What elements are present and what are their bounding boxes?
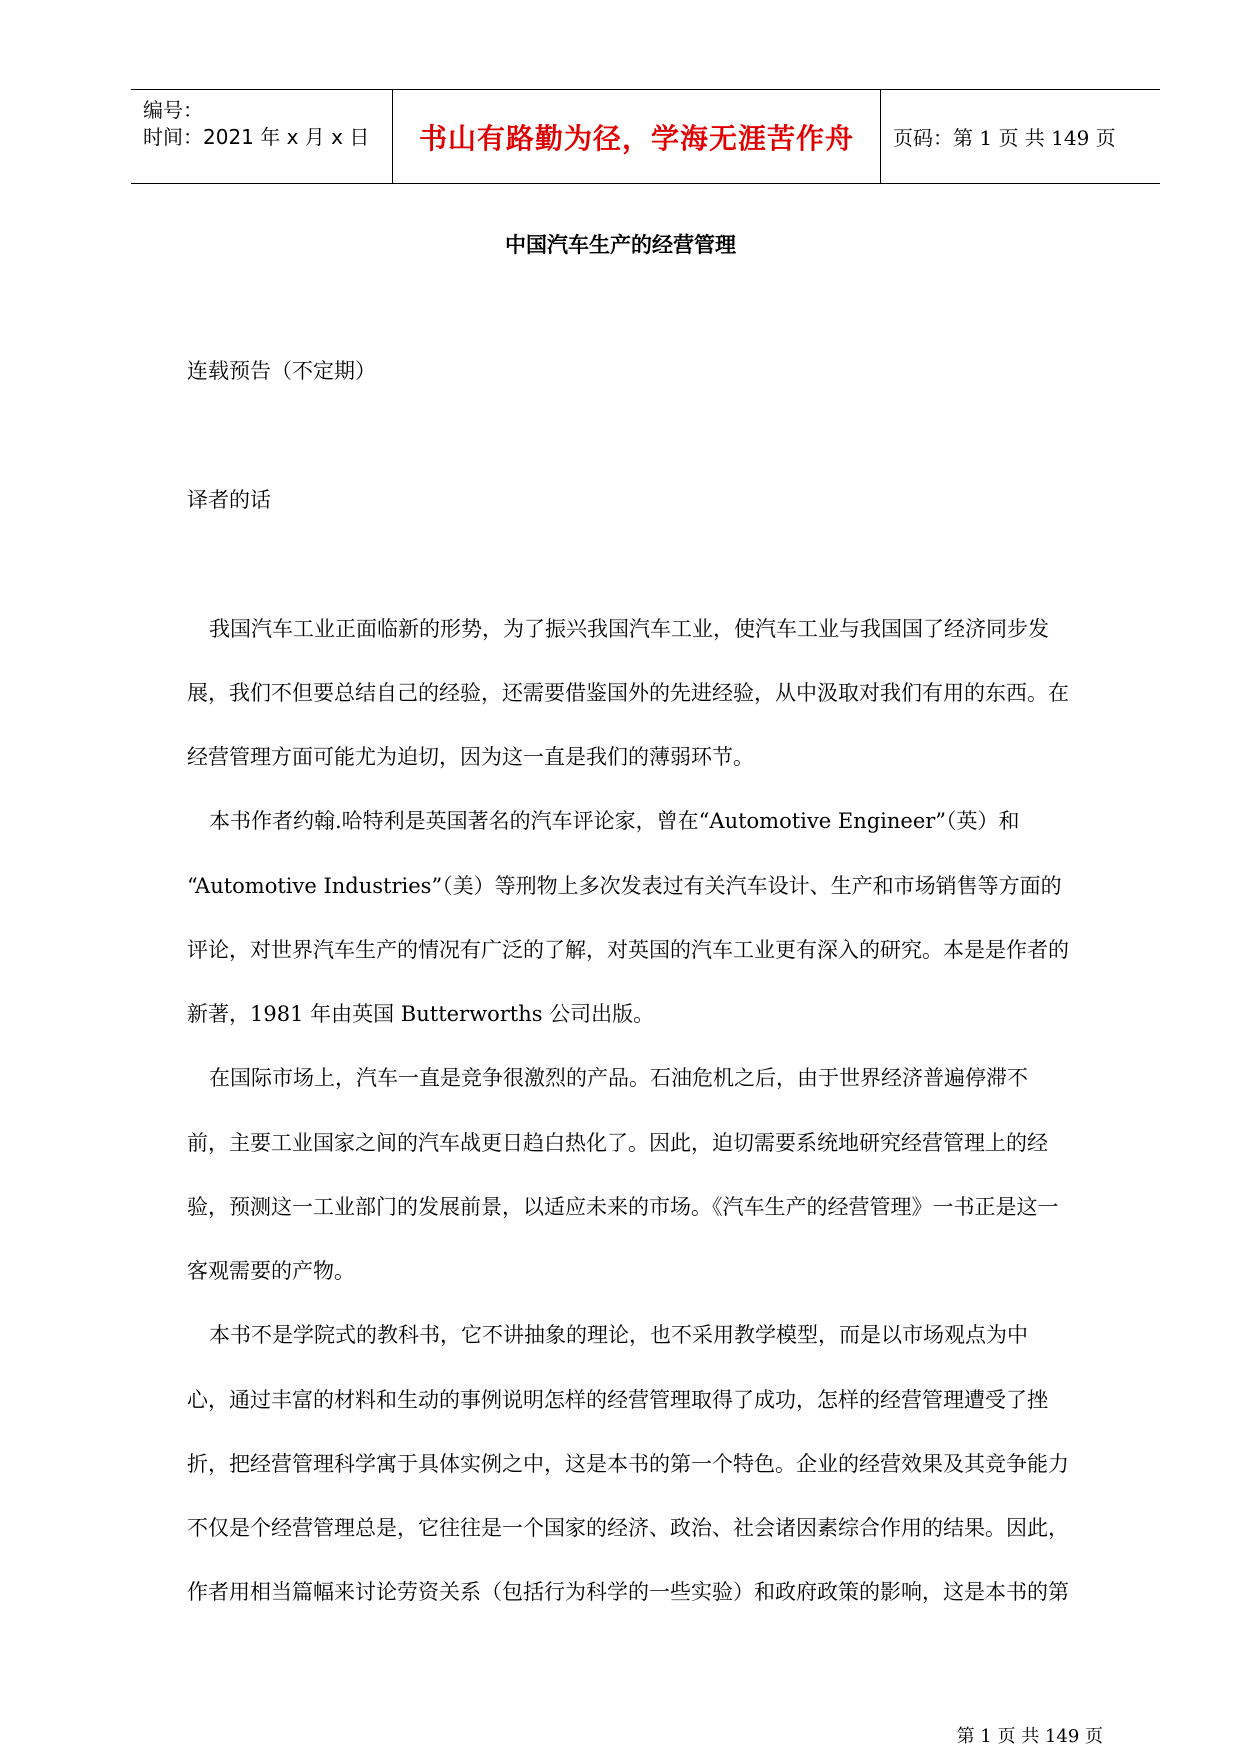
motto-text: 书山有路勤为径，学海无涯苦作舟: [418, 121, 854, 155]
body-line: 不仅是个经营管理总是，它往往是一个国家的经济、政治、社会诸因素综合作用的结果。因此，: [187, 1516, 1069, 1540]
page-code: 页码：第 1 页 共 149 页: [893, 126, 1116, 150]
body-line: 我国汽车工业正面临新的形势，为了振兴我国汽车工业，使汽车工业与我国国了经济同步发: [209, 617, 1049, 641]
body-line: 展，我们不但要总结自己的经验，还需要借鉴国外的先进经验，从中汲取对我们有用的东西。在: [187, 681, 1069, 705]
body-line: 新著，1981 年由英国 Butterworths 公司出版。: [187, 1002, 655, 1026]
body-line: 经营管理方面可能尤为迫切，因为这一直是我们的薄弱环节。: [187, 745, 754, 769]
page-footer: 第 1 页 共 149 页: [956, 1726, 1103, 1747]
page-header: [131, 89, 1160, 184]
body-line: 验，预测这一工业部门的发展前景，以适应未来的市场。《汽车生产的经营管理》一书正是这一: [187, 1195, 1059, 1219]
body-line: 在国际市场上，汽车一直是竞争很激烈的产品。石油危机之后，由于世界经济普遍停滞不: [209, 1066, 1028, 1090]
body-line: 心，通过丰富的材料和生动的事例说明怎样的经营管理取得了成功，怎样的经营管理遭受了挫: [187, 1388, 1048, 1412]
header-motto-cell: [393, 90, 881, 183]
body-line: 作者用相当篇幅来讨论劳资关系（包括行为科学的一些实验）和政府政策的影响，这是本书的第: [187, 1580, 1069, 1604]
body-line: 评论，对世界汽车生产的情况有广泛的了解，对英国的汽车工业更有深入的研究。本是是作者的: [187, 938, 1069, 962]
body-line: 本书作者约翰.哈特利是英国著名的汽车评论家，曾在“Automotive Engineer”（英）和: [209, 809, 1020, 833]
document-title: 中国汽车生产的经营管理: [505, 232, 736, 257]
body-line: 译者的话: [187, 488, 271, 512]
header-page-cell: [881, 90, 1160, 183]
body-line: “Automotive Industries”（美）等刑物上多次发表过有关汽车设计、生产和市场销售等方面的: [187, 874, 1062, 898]
serial-label: 编号：: [143, 98, 203, 122]
body-line: 连载预告（不定期）: [187, 359, 376, 383]
body-line: 客观需要的产物。: [187, 1259, 355, 1283]
body-line: 本书不是学院式的教科书，它不讲抽象的理论，也不采用教学模型，而是以市场观点为中: [209, 1323, 1028, 1347]
body-line: 前，主要工业国家之间的汽车战更日趋白热化了。因此，迫切需要系统地研究经营管理上的经: [187, 1131, 1048, 1155]
time-label: 时间：2021 年 x 月 x 日: [143, 125, 370, 149]
header-info-cell: [131, 90, 393, 183]
body-line: 折，把经营管理科学寓于具体实例之中，这是本书的第一个特色。企业的经营效果及其竞争能力: [187, 1452, 1069, 1476]
